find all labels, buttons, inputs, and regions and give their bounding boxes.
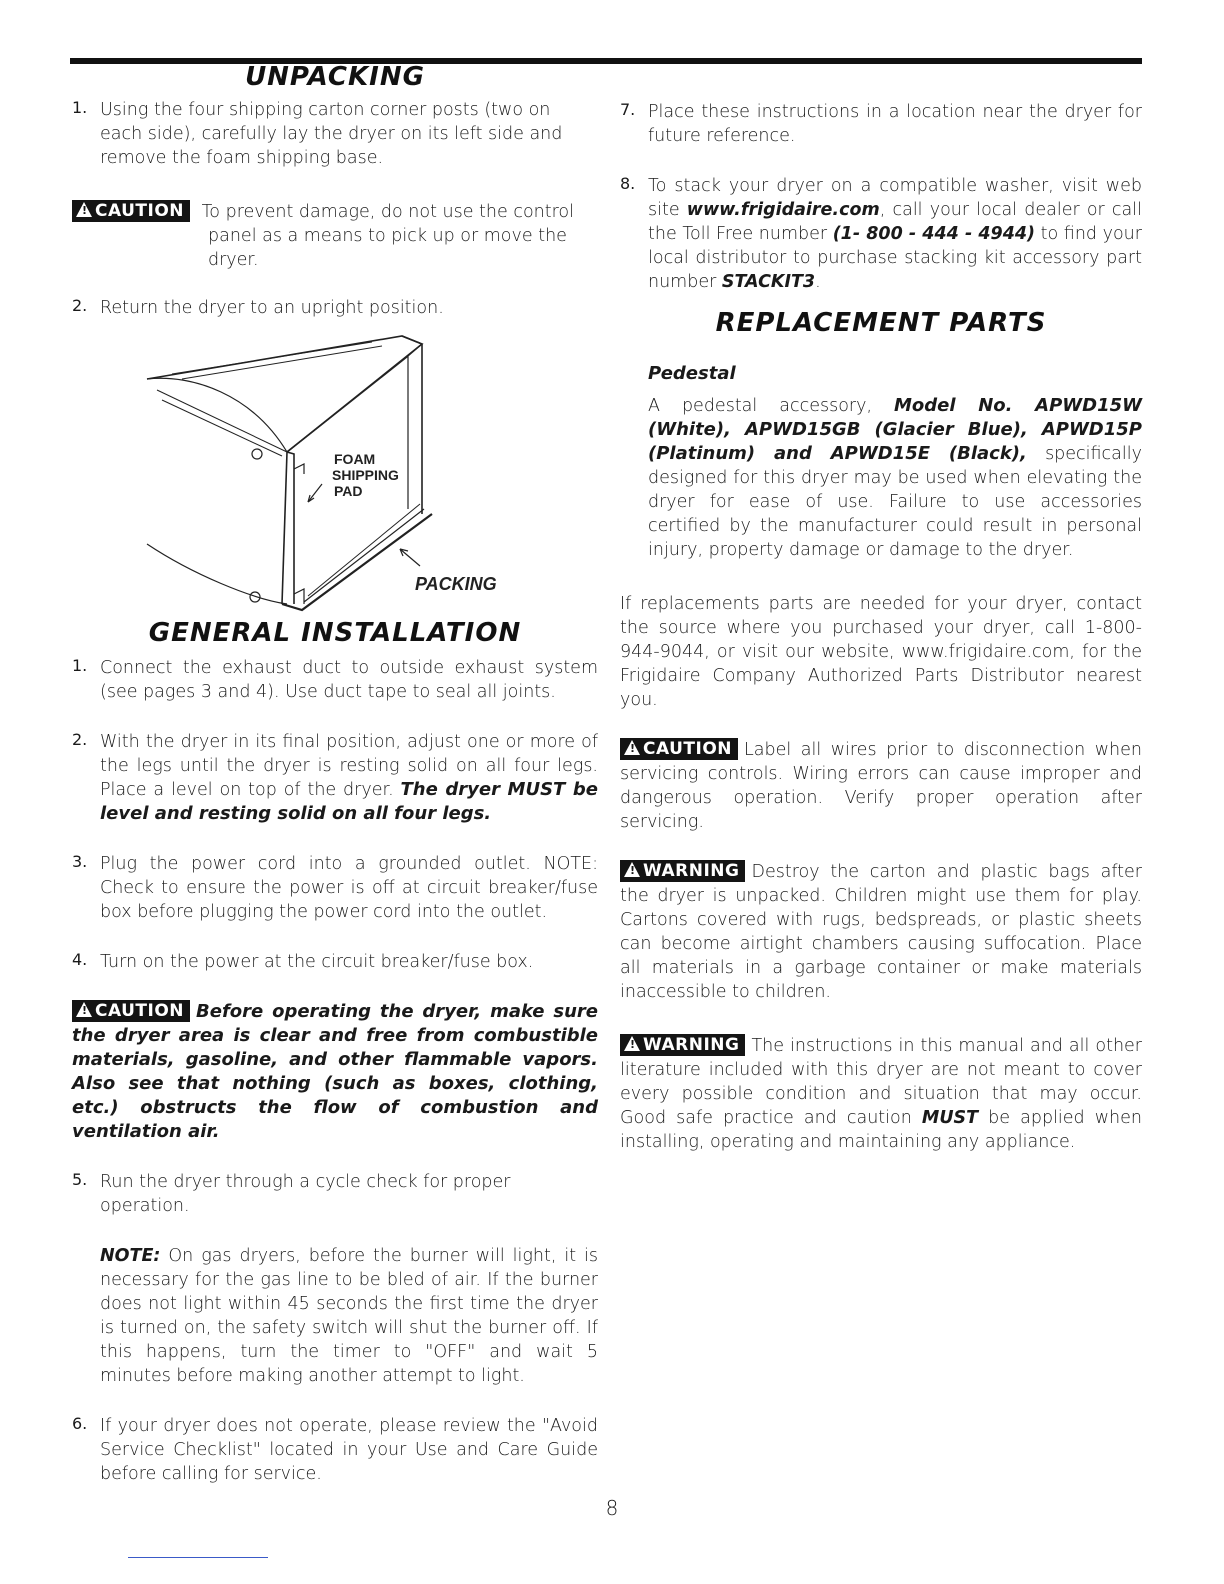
general-step-1 [72, 656, 598, 704]
figure-label-shipping: SHIPPING [332, 467, 399, 483]
pedestal-text [648, 394, 1142, 562]
step-text: If your dryer does not operate, please review the "Avoid Service Checklist" located in your Use and Care Guide before calling for service. [100, 1416, 598, 1484]
warning-instructions [620, 1034, 1142, 1154]
step-text: Turn on the power at the circuit breaker/fuse box. [100, 952, 534, 972]
warning-text: The instructions in this manual and all other literature included with this dryer are not meant to cover every possible condition and situation that may occur. Good safe practice and caution [620, 1036, 1142, 1128]
toll-free-number: (1- 800 - 444 - 4944) [832, 224, 1036, 244]
bottom-mark [128, 1557, 268, 1558]
general-step-4 [72, 950, 598, 974]
step-text-cont2: to find your local distributor to purchase stacking kit accessory part number [648, 224, 1142, 292]
note-text: On gas dryers, before the burner will light, it is necessary for the gas line to be bled of air. If the burner does not light within 45 seconds the first time the dryer is turned on, the safety switch will shut the burner off. If this happens, turn the timer to "OFF" and wait 5 minutes before making another attempt to light. [100, 1246, 598, 1386]
step-number: 8. [620, 174, 636, 193]
alert-triangle-icon: ! [624, 740, 640, 755]
figure-label-pad: PAD [334, 483, 363, 499]
step-text-emphasis: The dryer MUST be level and resting solid on all four legs. [100, 779, 598, 824]
step-number: 3. [72, 852, 88, 871]
caution-general [72, 1000, 598, 1144]
website-link[interactable]: www.frigidaire.com [686, 200, 880, 220]
step-text: Using the four shipping carton corner posts (two on each side), carefully lay the dryer on its left side and remove the foam shipping base. [100, 100, 563, 168]
pedestal-models: Model No. APWD15W (White), APWD15GB (Glacier Blue), APWD15P (Platinum) and APWD15E (Black), [648, 395, 1143, 464]
caution-wiring [620, 738, 1142, 834]
general-step-5 [72, 1170, 598, 1218]
general-step-6 [72, 1414, 598, 1486]
warning-badge: ! WARNING [620, 860, 745, 882]
caution-badge: ! CAUTION [72, 1000, 190, 1022]
general-step-3 [72, 852, 598, 924]
step-text: To stack your dryer on a compatible washer, visit web site [648, 176, 1142, 220]
step-number: 1. [72, 656, 88, 675]
heading-replacement-parts: REPLACEMENT PARTS [715, 308, 1047, 338]
pedestal-desc: specifically designed for this dryer may be used when elevating the dryer for ease of use. Failure to use accessories certified by the manufacturer could result in personal injury, property damage or damage to the dryer. [648, 444, 1142, 560]
alert-triangle-icon: ! [76, 1002, 92, 1017]
step-number: 6. [72, 1414, 88, 1433]
pedestal-intro: A pedestal accessory, [648, 396, 895, 416]
caution-text: Label all wires prior to disconnection when servicing controls. Wiring errors can cause improper and dangerous operation. Verify proper operation after servicing. [620, 740, 1142, 832]
alert-triangle-icon: ! [76, 202, 92, 217]
page-number: 8 [605, 1496, 619, 1520]
right-column [620, 100, 1142, 1154]
warning-text: Destroy the carton and plastic bags after the dryer is unpacked. Children might use them for play. Cartons covered with rugs, bedspreads, or plastic sheets can become airtight chambers causing suffocation. Place all materials in a garbage container or make materials inaccessible to children. [620, 862, 1142, 1002]
step-text: Plug the power cord into a grounded outlet. NOTE: Check to ensure the power is off at circuit breaker/fuse box before plugging the power cord into the outlet. [100, 854, 598, 922]
warning-carton [620, 860, 1142, 1004]
warning-must: MUST [921, 1108, 979, 1128]
caution-text-line1: To prevent damage, do not use the control [201, 202, 574, 222]
step-number: 5. [72, 1170, 88, 1189]
alert-triangle-icon: ! [624, 1036, 640, 1051]
pedestal-section [648, 362, 1142, 562]
step-8 [620, 174, 1142, 294]
part-number: STACKIT3 [721, 272, 816, 292]
step-text: Connect the exhaust duct to outside exhaust system (see pages 3 and 4). Use duct tape to seal all joints. [100, 658, 598, 702]
unpacking-step-1 [72, 98, 598, 170]
step-text: Return the dryer to an upright position. [100, 298, 444, 318]
step-number: 4. [72, 950, 88, 969]
warning-badge: ! WARNING [620, 1034, 745, 1056]
warning-text-end: be applied when installing, operating and maintaining any appliance. [620, 1108, 1142, 1152]
note-label: NOTE: [100, 1246, 161, 1266]
step-text-end: . [815, 272, 821, 292]
step-text-cont: , call your local dealer or call the Toll Free number [648, 200, 1142, 244]
figure-label-foam: FOAM [334, 451, 376, 467]
caution-badge: ! CAUTION [620, 738, 738, 760]
step-number: 2. [72, 730, 88, 749]
unpacking-step-2 [72, 296, 598, 320]
caution-badge: ! CAUTION [72, 200, 190, 222]
left-column [72, 62, 598, 1486]
dryer-packing-illustration [72, 334, 598, 624]
caution-text: Before operating the dryer, make sure the dryer area is clear and free from combustible materials, gasoline, and other flammable vapors. Also see that nothing (such as boxes, clothing, etc.) obstructs the flow of combustion and ventilation air. [72, 1001, 598, 1142]
gas-dryer-note [100, 1244, 598, 1388]
dryer-drawing [72, 334, 598, 624]
step-text: Run the dryer through a cycle check for proper operation. [100, 1172, 511, 1216]
step-number: 7. [620, 100, 636, 119]
caution-unpacking [72, 200, 598, 272]
step-text: With the dryer in its final position, adjust one or more of the legs until the dryer is resting solid on all four legs. Place a level on top of the dryer. [100, 732, 598, 800]
heading-general-installation: GENERAL INSTALLATION [148, 618, 522, 648]
pedestal-title: Pedestal [648, 363, 736, 384]
step-text: Place these instructions in a location near the dryer for future reference. [648, 102, 1142, 146]
alert-triangle-icon: ! [624, 862, 640, 877]
step-number: 2. [72, 296, 88, 315]
step-7 [620, 100, 1142, 148]
replacement-parts-paragraph: If replacements parts are needed for your dryer, contact the source where you purchased your dryer, call 1-800-944-9044, or visit our website, www.frigidaire.com, for the Frigidaire Company Authorized Parts Distributor nearest you. [620, 594, 1142, 710]
general-step-2 [72, 730, 598, 826]
caution-text-line2: panel as a means to pick up or move the dryer. [208, 226, 567, 270]
figure-label-packing: PACKING [415, 574, 497, 594]
heading-unpacking: UNPACKING [245, 62, 425, 92]
step-number: 1. [72, 98, 88, 117]
